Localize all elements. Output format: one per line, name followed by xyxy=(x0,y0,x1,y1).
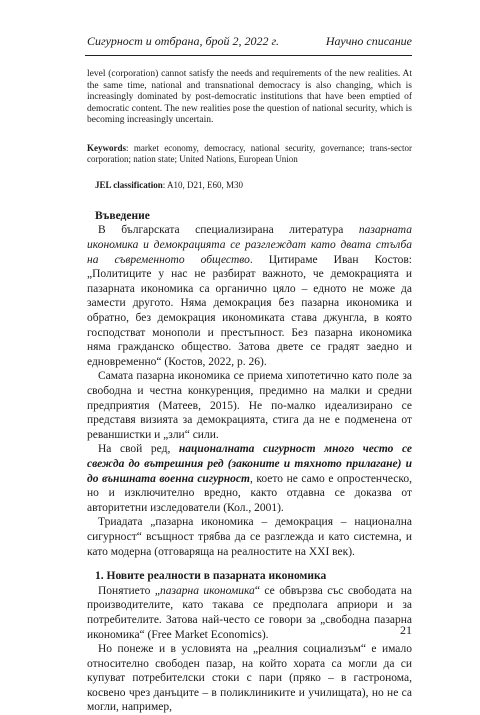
text-run: , което не само е опростенческо, но и изключително вредно, както отдавна се доказва от авторитетни изследователи (Кол., 2001). xyxy=(87,472,412,514)
header-rule xyxy=(85,55,412,56)
page-body xyxy=(87,69,412,715)
journal-title: Сигурност и отбрана, брой 2, 2022 г. xyxy=(87,34,280,48)
text-run: На свой ред, xyxy=(98,443,179,456)
emphasis-run: пазарна икономика xyxy=(160,584,255,597)
text-run: “ се обвързва със свободата на производителите, като такава се предполага априори и за потребителите. Затова най-често се говори за „свободна пазарна икономика“ (Free Market Economics). xyxy=(87,584,412,641)
intro-heading: Въведение xyxy=(95,210,150,223)
keywords-label: Keywords xyxy=(87,142,126,153)
text-run: Понятието „ xyxy=(98,584,160,597)
section-1-paragraph-1 xyxy=(87,584,412,642)
intro-paragraph-4: Триадата „пазарна икономика – демокрация – национална сигурност“ всъщност трябва да се разглежда и като системна, и като модерна (отговаряща на реалностите на XXI век). xyxy=(87,516,412,558)
running-header xyxy=(87,34,412,50)
emphasis-run: националната сигурност много често се свежда до вътрешния ред (законите и тяхното прилагане) и до външната военна сигурност xyxy=(87,443,413,485)
journal-section: Научно списание xyxy=(325,34,412,48)
emphasis-run: пазарната икономика и демокрацията се разглеждат като двата стълба на съвременното общество xyxy=(87,224,412,266)
keywords xyxy=(87,143,412,166)
intro-paragraph-3 xyxy=(87,442,412,515)
jel-text: : A10, D21, E60, M30 xyxy=(162,179,244,190)
jel-classification xyxy=(95,180,412,192)
intro-paragraph-1 xyxy=(87,223,412,369)
text-run: В българската специализирана литература xyxy=(98,224,359,237)
page-number: 21 xyxy=(400,623,412,637)
jel-label: JEL classification xyxy=(95,179,163,190)
intro-paragraph-2: Самата пазарна икономика се приема хипотетично като поле за свободна и честна конкуренция, предимно на малки и средни предприятия (Матеев, 2015). Не по-малко идеализирано се представя визията за демокрацията, стига да не е подменена от реваншистки и „зли“ сили. xyxy=(87,370,412,441)
text-run: . Цитираме Иван Костов: „Политиците у нас не разбират важното, че демокрацията и пазарната икономика са органично цяло – едното не може да замести другото. Няма демокрация без пазарна икономика и обратно, без демокрация икономиката става джунгла, в която господстват монополи и престъпност. Без пазарна икономика няма гражданско общество. Затова двете се градят заедно и едновременно“ (Костов, 2022, р. 26). xyxy=(87,253,412,368)
section-1-heading: 1. Новите реалности в пазарната икономика xyxy=(95,570,327,583)
keywords-text: : market economy, democracy, national security, governance; trans-sector corporation; nation state; United Nations, European Union xyxy=(87,142,412,165)
section-1-paragraph-2: Но понеже и в условията на „реалния социализъм“ е имало относително свободен пазар, на който хората са могли да си купуват потребителски стоки с пари (пряко – в гастронома, косвено чрез данъците – в поликлиниките и училищата), но не са могли, например, xyxy=(87,643,412,714)
abstract-text: level (corporation) cannot satisfy the needs and requirements of the new realities. At the same time, national and transnational democracy is also changing, which is increasingly dominated by post-democratic institutions that have been emptied of democratic content. The new realities pose the question of national security, which is becoming increasingly uncertain. xyxy=(87,69,412,126)
